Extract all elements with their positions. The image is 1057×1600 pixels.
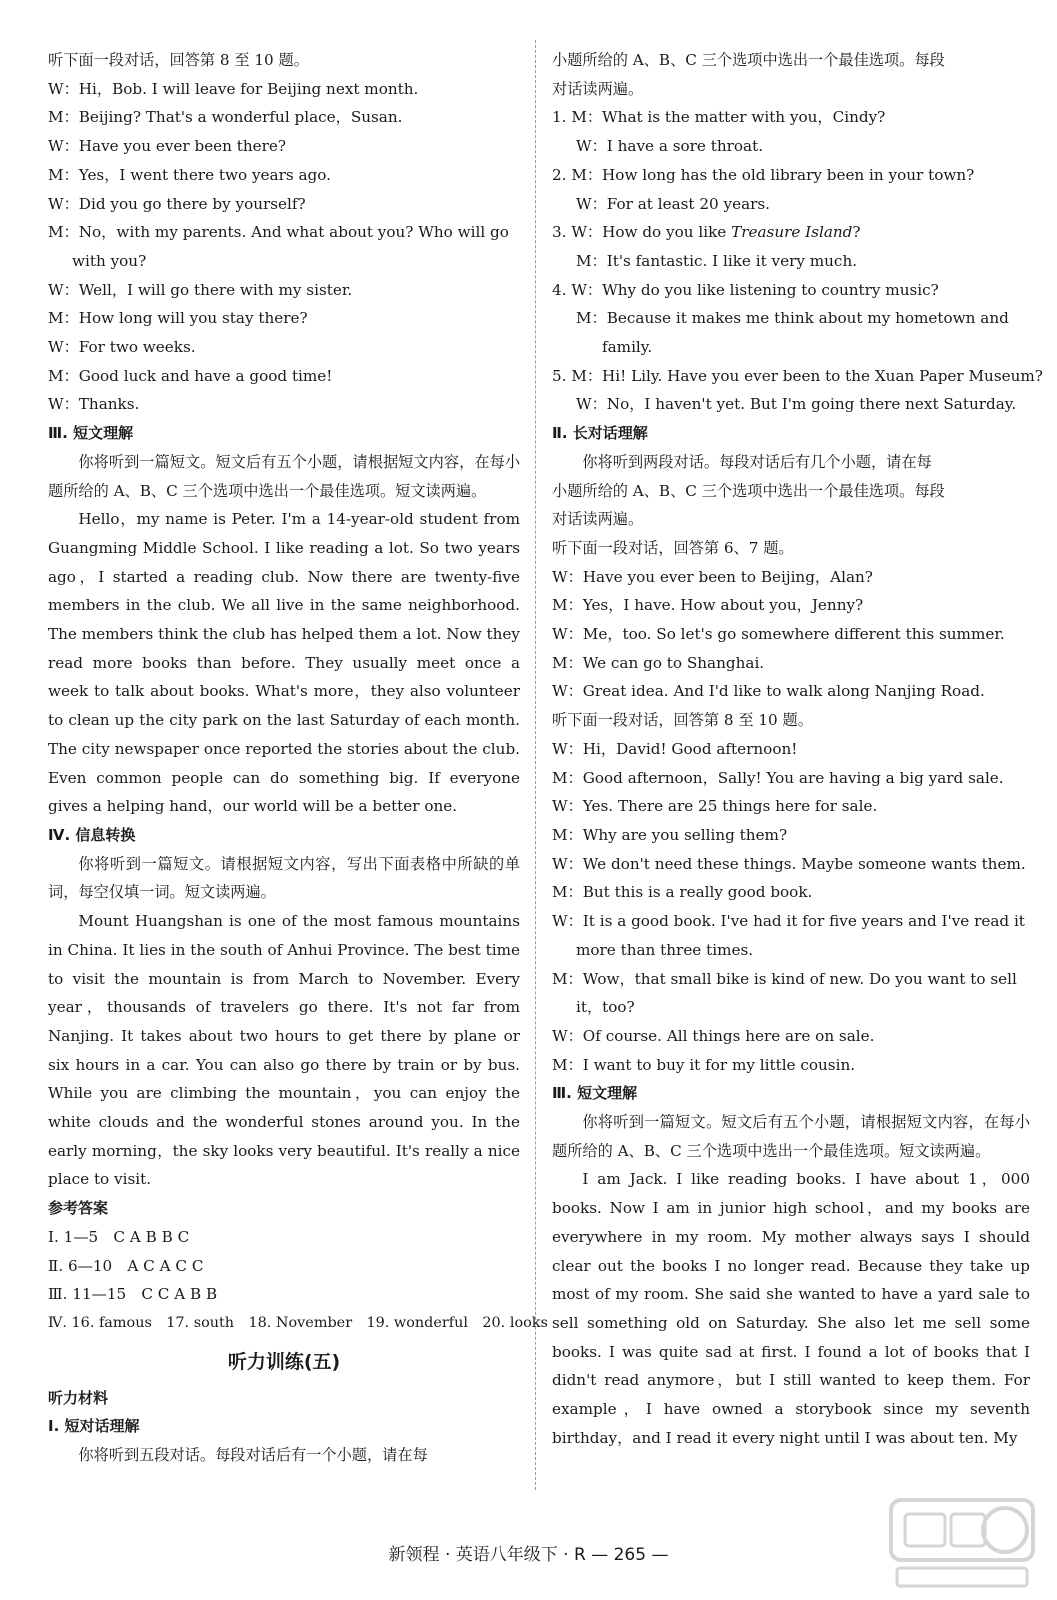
part1-heading: Ⅰ. 短对话理解 [48,1417,140,1436]
text-line: family. [602,338,653,357]
part1-instructions: 你将听到五段对话。每段对话后有一个小题，请在每 [78,1446,428,1465]
text-line: M：Yes，I have. How about you，Jenny? [552,596,864,615]
text-line: 3. W：How do you like Treasure Island? [552,223,861,242]
text-line: 听下面一段对话，回答第 6、7 题。 [552,538,794,557]
text-line: W：For at least 20 years. [576,194,771,213]
text-line: with you? [72,251,147,270]
right-section3-instructions: 你将听到一篇短文。短文后有五个小题，请根据短文内容，在每小题所给的 A、B、C 三个选项中选出一个最佳选项。短文读两遍。 [552,1113,1030,1160]
text-line: 5. M：Hi! Lily. Have you ever been to the Xuan Paper Museum? [552,366,1043,385]
text-line: more than three times. [576,940,754,959]
text-line: 听下面一段对话，回答第 8 至 10 题。 [48,51,309,69]
text-line: W：Have you ever been to Beijing，Alan? [552,567,873,586]
text-line: M：How long will you stay there? [48,309,308,328]
text-line: W：We don't need these things. Maybe someone wants them. [552,854,1026,873]
text-line: W：Have you ever been there? [48,137,287,156]
text-line: W：Of course. All things here are on sale. [552,1026,875,1045]
text-line: 2. M：How long has the old library been in your town? [552,165,975,184]
section3-instructions: 你将听到一篇短文。短文后有五个小题，请根据短文内容，在每小题所给的 A、B、C 三个选项中选出一个最佳选项。短文读两遍。 [48,452,520,500]
text-line: 小题所给的 A、B、C 三个选项中选出一个最佳选项。每段 [552,51,945,69]
text-line: W：Hi，Bob. I will leave for Beijing next month. [48,79,419,98]
page-footer: 新领程 · 英语八年级下 · R — 265 — [388,1545,669,1565]
right-column [552,46,1043,1452]
text-line: W：Yes. There are 25 things here for sale. [552,797,878,816]
text-line: 对话读两遍。 [552,510,644,529]
section-heading: Ⅲ. 短文理解 [552,1084,638,1103]
section-title: 听力训练(五) [227,1350,341,1373]
section4-instructions: 你将听到一篇短文。请根据短文内容，写出下面表格中所缺的单词，每空仅填一词。短文读两遍。 [48,854,520,902]
text-line: 对话读两遍。 [552,79,644,98]
text-line: 1. M：What is the matter with you，Cindy? [552,108,886,127]
text-line: W：For two weeks. [48,338,196,357]
text-line: M：We can go to Shanghai. [552,653,765,672]
text-line: M：Good afternoon，Sally! You are having a big yard sale. [552,768,1004,787]
text-line: M：Yes，I went there two years ago. [48,165,331,184]
section4-passage: Mount Huangshan is one of the most famous mountains in China. It lies in the south of Anhui Province. The best time to visit the mountain is from March to November. Every year，thousands of travelers go there. It's not far from Nanjing. It takes about two hours to get there by plane or six hours in a car. You can also go there by train or by bus. While you are climbing the mountain，you can enjoy the white clouds and the wonderful stones around you. In the early morning，the sky looks very beautiful. It's really a nice place to visit. [48,912,520,1189]
right-section3-passage: I am Jack. I like reading books. I have about 1，000 books. Now I am in junior high school，and my books are everywhere in my room. My mother always says I should clear out the books I no longer read. Because they take up most of my room. She said she wanted to have a yard sale to sell something old on Saturday. She also let me sell some books. I was quite sad at first. I found a lot of books that I didn't read anymore，but I still wanted to keep them. For example，I have owned a storybook since my seventh birthday，and I read it every night until I was about ten. My [552,1170,1030,1447]
left-dialogue [48,46,520,448]
text-line: M：It's fantastic. I like it very much. [576,251,858,270]
watermark-logo-icon [887,1496,1037,1592]
section-heading: Ⅲ. 短文理解 [48,424,134,443]
text-line: W：Me，too. So let's go somewhere different this summer. [552,625,1005,644]
text-line: W：I have a sore throat. [576,137,764,156]
text-line: W：It is a good book. I've had it for five years and I've read it [552,912,1025,931]
text-line: M：Beijing? That's a wonderful place，Susan. [48,108,403,127]
section-heading: Ⅱ. 长对话理解 [552,424,648,443]
text-line: M：Good luck and have a good time! [48,366,333,385]
text-line: M：Wow，that small bike is kind of new. Do you want to sell [552,969,1017,988]
text-line: 听下面一段对话，回答第 8 至 10 题。 [552,711,813,730]
text-line: M：I want to buy it for my little cousin. [552,1055,856,1074]
text-line: W：Hi，David! Good afternoon! [552,739,798,758]
text-line: M：Because it makes me think about my hometown and [576,309,1009,328]
section4-heading: Ⅳ. 信息转换 [48,825,136,844]
answer-line: Ⅱ. 6—10 A C A C C [48,1256,204,1275]
text-line: 4. W：Why do you like listening to country music? [552,280,939,299]
column-divider [535,40,536,1490]
text-line: W：Thanks. [48,395,140,414]
answer-line: Ⅲ. 11—15 C C A B B [48,1285,218,1304]
text-line: W：Well，I will go there with my sister. [48,280,353,299]
answer-line: Ⅳ. 16. famous 17. south 18. November 19. wonderful 20. looks [48,1314,548,1331]
text-line: M：No，with my parents. And what about you? Who will go [48,223,509,242]
answers-heading: 参考答案 [48,1199,109,1218]
answer-line: Ⅰ. 1—5 C A B B C [48,1227,190,1246]
material-heading: 听力材料 [48,1388,109,1407]
text-line: 你将听到两段对话。每段对话后有几个小题，请在每 [582,452,932,471]
section3-passage: Hello，my name is Peter. I'm a 14-year-old student from Guangming Middle School. I like reading a lot. So two years ago，I started a reading club. Now there are twenty-five members in the club. We all live in the same neighborhood. The members think the club has helped them a lot. Now they read more books than before. They usually meet once a week to talk about books. What's more，they also volunteer to clean up the city park on the last Saturday of each month. The city newspaper once reported the stories about the club. Even common people can do something big. If everyone gives a helping hand，our world will be a better one. [48,510,520,816]
text-line: it，too? [576,998,635,1017]
text-line: W：Great idea. And I'd like to walk along Nanjing Road. [552,682,985,701]
right-dialogue [552,46,1043,1108]
text-line: M：But this is a really good book. [552,883,813,902]
book-title: Treasure Island [731,223,853,242]
text-line: 小题所给的 A、B、C 三个选项中选出一个最佳选项。每段 [552,481,945,500]
text-line: W：Did you go there by yourself? [48,194,306,213]
left-column [48,46,548,1470]
text-line: W：No，I haven't yet. But I'm going there next Saturday. [576,395,1017,414]
text-line: M：Why are you selling them? [552,825,788,844]
